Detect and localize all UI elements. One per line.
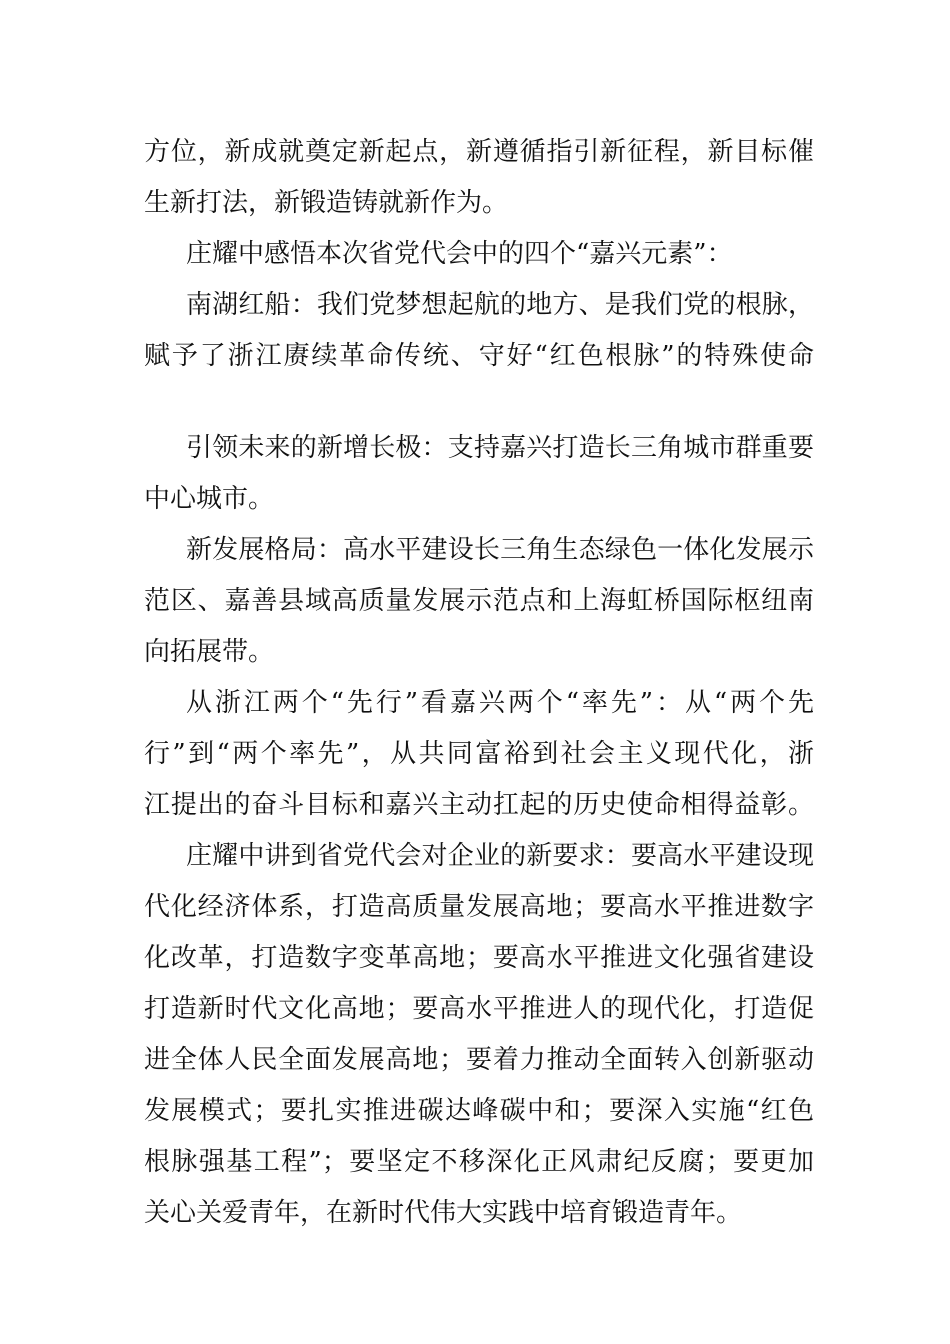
- text-line: 向拓展带。: [144, 637, 275, 667]
- paragraph-start-line: 引领未来的新增长极：支持嘉兴打造长三角城市群重要: [186, 433, 814, 463]
- text-line: 化改革，打造数字变革高地；要高水平推进文化强省建设: [144, 943, 814, 973]
- text-line: 进全体人民全面发展高地；要着力推动全面转入创新驱动: [144, 1045, 814, 1075]
- text-line: 范区、嘉善县域高质量发展示范点和上海虹桥国际枢纽南: [144, 586, 814, 616]
- text-line: 关心关爱青年，在新时代伟大实践中培育锻造青年。: [144, 1198, 743, 1228]
- text-line: 行”到“两个率先”，从共同富裕到社会主义现代化，浙: [144, 739, 814, 769]
- text-line: 发展模式；要扎实推进碳达峰碳中和；要深入实施“红色: [144, 1096, 814, 1126]
- paragraph-start-line: 庄耀中讲到省党代会对企业的新要求：要高水平建设现: [186, 841, 814, 871]
- text-line: 代化经济体系，打造高质量发展高地；要高水平推进数字: [144, 892, 814, 922]
- text-line: 中心城市。: [144, 484, 275, 514]
- paragraph-start-line: 庄耀中感悟本次省党代会中的四个“嘉兴元素”：: [186, 239, 733, 269]
- text-line: 江提出的奋斗目标和嘉兴主动扛起的历史使命相得益彰。: [144, 790, 814, 820]
- text-line: 生新打法，新锻造铸就新作为。: [144, 188, 509, 218]
- text-line: 打造新时代文化高地；要高水平推进人的现代化，打造促: [144, 994, 814, 1024]
- text-line: 根脉强基工程”；要坚定不移深化正风肃纪反腐；要更加: [144, 1147, 814, 1177]
- paragraph-start-line: 南湖红船：我们党梦想起航的地方、是我们党的根脉，: [186, 290, 814, 320]
- paragraph-start-line: 从浙江两个“先行”看嘉兴两个“率先”：从“两个先: [186, 688, 814, 718]
- text-line: 方位，新成就奠定新起点，新遵循指引新征程，新目标催: [144, 137, 814, 167]
- text-line: 赋予了浙江赓续革命传统、守好“红色根脉”的特殊使命: [144, 341, 814, 371]
- paragraph-start-line: 新发展格局：高水平建设长三角生态绿色一体化发展示: [186, 535, 814, 565]
